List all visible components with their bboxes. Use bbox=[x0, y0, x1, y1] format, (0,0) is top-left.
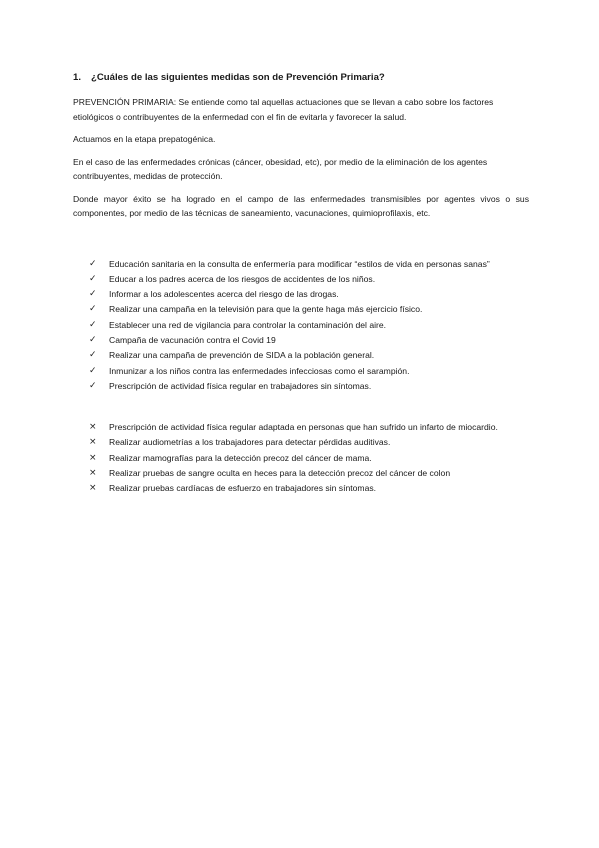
stage-paragraph: Actuamos en la etapa prepatogénica. bbox=[73, 134, 216, 144]
incorrect-measure-item bbox=[73, 466, 529, 481]
chronic-diseases-paragraph: En el caso de las enfermedades crónicas (cáncer, obesidad, etc), por medio de la eliminación de los agentes contribuyentes, medidas de protección. bbox=[73, 156, 488, 181]
correct-measure-item bbox=[73, 257, 529, 272]
incorrect-measure-item bbox=[73, 451, 529, 466]
cross-mark-icon: × bbox=[89, 452, 97, 463]
correct-measure-item bbox=[73, 302, 529, 317]
check-mark-icon: ✓ bbox=[89, 334, 97, 345]
question-heading bbox=[73, 72, 529, 83]
communicable-diseases-paragraph: Donde mayor éxito se ha logrado en el campo de las enfermedades transmisibles por agentes vivos o sus componentes, por medio de las técnicas de saneamiento, vacunaciones, quimioprofilaxis, etc. bbox=[73, 193, 529, 218]
incorrect-measure-item-text: Realizar mamografías para la detección precoz del cáncer de mama. bbox=[109, 452, 372, 463]
correct-measure-item-text: Prescripción de actividad física regular en trabajadores sin síntomas. bbox=[109, 380, 372, 391]
incorrect-measure-item-text: Realizar pruebas cardíacas de esfuerzo en trabajadores sin síntomas. bbox=[109, 483, 377, 494]
incorrect-measure-item-text: Realizar pruebas de sangre oculta en heces para la detección precoz del cáncer de colon bbox=[109, 468, 451, 479]
correct-measure-item-text: Educar a los padres acerca de los riesgos de accidentes de los niños. bbox=[109, 273, 376, 284]
check-mark-icon: ✓ bbox=[89, 304, 97, 315]
cross-mark-icon: × bbox=[89, 483, 97, 494]
document-body bbox=[73, 72, 529, 497]
cross-mark-icon: × bbox=[89, 437, 97, 448]
correct-measure-item bbox=[73, 333, 529, 348]
correct-measure-item bbox=[73, 287, 529, 302]
correct-measure-item-text: Inmunizar a los niños contra las enfermedades infecciosas como el sarampión. bbox=[109, 365, 410, 376]
correct-measure-item bbox=[73, 272, 529, 287]
correct-measure-item-text: Establecer una red de vigilancia para controlar la contaminación del aire. bbox=[109, 319, 387, 330]
cross-mark-icon: × bbox=[89, 422, 97, 433]
check-mark-icon: ✓ bbox=[89, 319, 97, 330]
check-mark-icon: ✓ bbox=[89, 273, 97, 284]
correct-measure-item bbox=[73, 364, 529, 379]
correct-measure-item-text: Educación sanitaria en la consulta de enfermería para modificar “estilos de vida en personas sanas” bbox=[109, 258, 490, 269]
incorrect-measures-list bbox=[73, 420, 529, 496]
cross-mark-icon: × bbox=[89, 468, 97, 479]
check-mark-icon: ✓ bbox=[89, 350, 97, 361]
correct-measure-item-text: Realizar una campaña en la televisión para que la gente haga más ejercicio físico. bbox=[109, 304, 423, 315]
correct-measure-item bbox=[73, 318, 529, 333]
correct-measure-item bbox=[73, 348, 529, 363]
correct-measure-item-text: Realizar una campaña de prevención de SIDA a la población general. bbox=[109, 350, 375, 361]
question-number: 1. bbox=[73, 72, 82, 83]
check-mark-icon: ✓ bbox=[89, 289, 97, 300]
question-text: ¿Cuáles de las siguientes medidas son de Prevención Primaria? bbox=[91, 72, 385, 83]
check-mark-icon: ✓ bbox=[89, 365, 97, 376]
incorrect-measure-item bbox=[73, 435, 529, 450]
correct-measures-list bbox=[73, 257, 529, 394]
correct-measure-item-text: Informar a los adolescentes acerca del riesgo de las drogas. bbox=[109, 289, 339, 300]
correct-measure-item bbox=[73, 379, 529, 394]
check-mark-icon: ✓ bbox=[89, 380, 97, 391]
correct-measure-item-text: Campaña de vacunación contra el Covid 19 bbox=[109, 334, 276, 345]
incorrect-measure-item-text: Prescripción de actividad física regular adaptada en personas que han sufrido un infarto de miocardio. bbox=[109, 422, 498, 433]
incorrect-measure-item bbox=[73, 481, 529, 496]
check-mark-icon: ✓ bbox=[89, 258, 97, 269]
incorrect-measure-item bbox=[73, 420, 529, 435]
definition-paragraph: PREVENCIÓN PRIMARIA: Se entiende como tal aquellas actuaciones que se llevan a cabo sobre los factores etiológicos o contribuyentes de la enfermedad con el fin de evitarla y favorecer la salud. bbox=[73, 97, 494, 122]
incorrect-measure-item-text: Realizar audiometrías a los trabajadores para detectar pérdidas auditivas. bbox=[109, 437, 391, 448]
